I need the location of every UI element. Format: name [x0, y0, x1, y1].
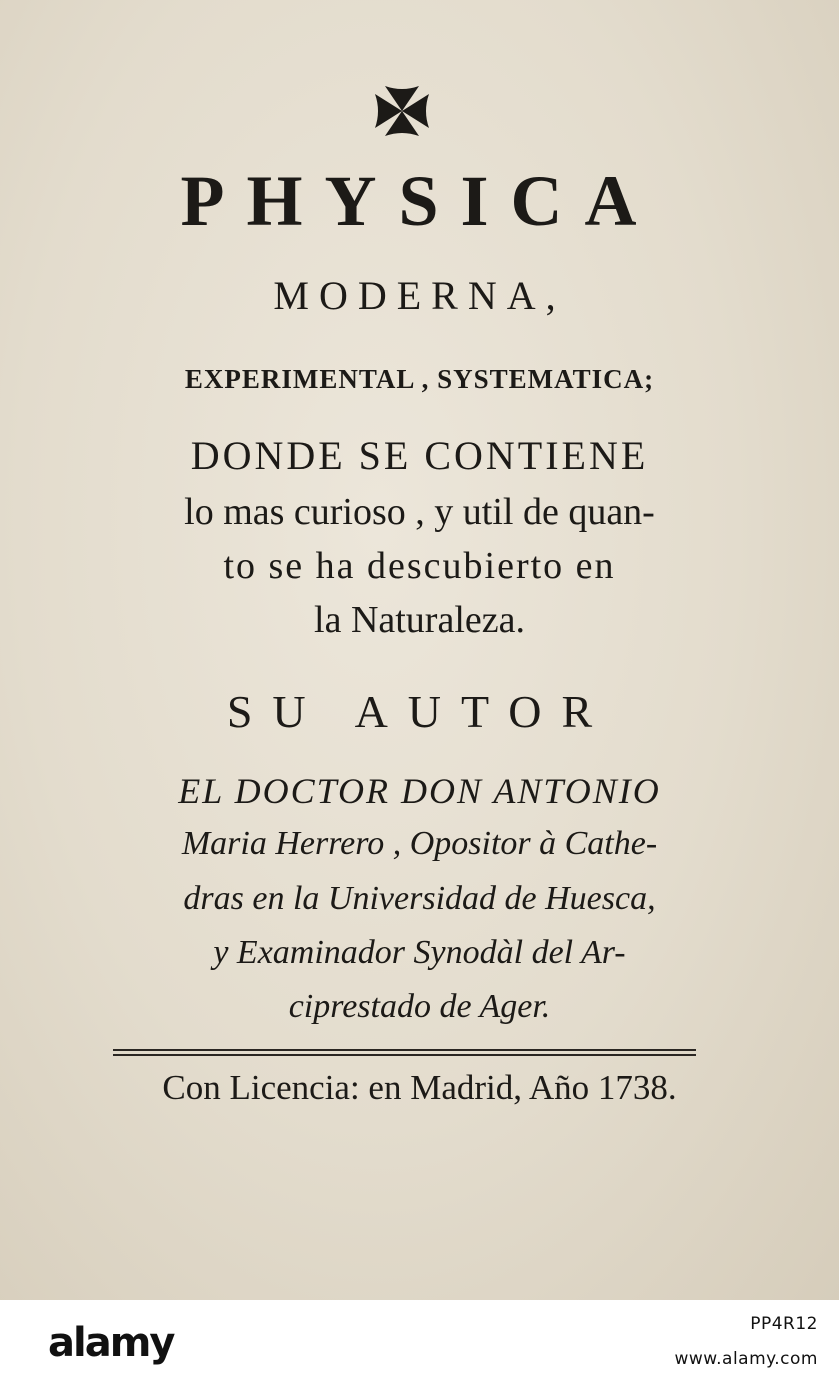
author-line-4: y Examinador Synodàl del Ar- [213, 934, 626, 971]
subtitle-line-2: EXPERIMENTAL , SYSTEMATICA; [184, 364, 655, 394]
author-line-2: Maria Herrero , Opositor à Cathe- [181, 825, 658, 862]
subtitle-line-1: MODERNA, [273, 273, 566, 318]
description-line-3: la Naturaleza. [314, 599, 525, 641]
author-line-3: dras en la Universidad de Huesca, [183, 880, 656, 917]
decorative-rule [113, 1049, 696, 1056]
author-heading: SU AUTOR [226, 686, 613, 737]
image-id-label: PP4R12 [750, 1314, 818, 1334]
author-line-5: ciprestado de Ager. [288, 988, 551, 1025]
description-line-1: lo mas curioso , y util de quan- [184, 491, 655, 533]
watermark-footer [0, 1300, 839, 1390]
contains-line: DONDE SE CONTIENE [190, 433, 649, 478]
cross-ornament-icon [371, 82, 433, 140]
book-title: PHYSICA [180, 161, 659, 241]
author-line-1: EL DOCTOR DON ANTONIO [178, 771, 661, 811]
imprint-line: Con Licencia: en Madrid, Año 1738. [162, 1068, 677, 1107]
brand-logo: alamy [48, 1320, 174, 1366]
site-url-label: www.alamy.com [674, 1349, 818, 1369]
description-line-2: to se ha descubierto en [223, 545, 616, 587]
